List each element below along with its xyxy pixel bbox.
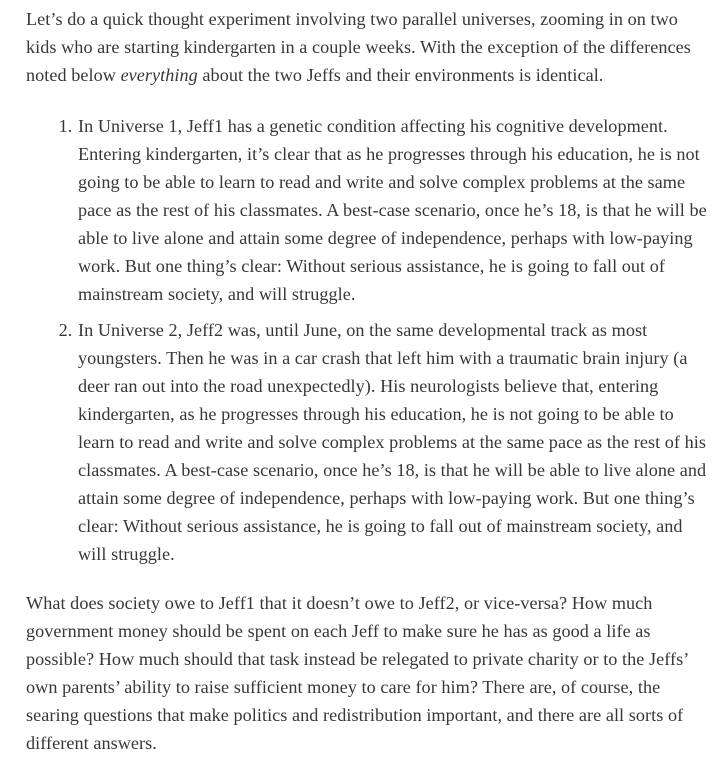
article-body bbox=[26, 5, 711, 757]
intro-text-start: Let’s do a quick thought experiment involving two parallel universes, zooming in on two kids who are starting kindergarten in a couple weeks. With the exception of the differences noted below bbox=[26, 9, 691, 85]
closing-paragraph: What does society owe to Jeff1 that it doesn’t owe to Jeff2, or vice-versa? How much government money should be spent on each Jeff to make sure he has as good a life as possible? How much should that task instead be relegated to private charity or to the Jeffs’ own parents’ ability to raise sufficient money to care for him? There are, of course, the searing questions that make politics and redistribution important, and there are all sorts of different answers. bbox=[26, 593, 689, 753]
intro-paragraph bbox=[26, 5, 711, 89]
list-item-universe-2: 2. In Universe 2, Jeff2 was, until June, on the same developmental track as most youngsters. Then he was in a car crash that left him with a traumatic brain injury (a deer ran out into the road unexpectedly). His neurologists believe that, entering kindergarten, as he progresses through his education, he is not going to be able to learn to read and write and solve complex problems at the same pace as the rest of his classmates. A best-case scenario, once he’s 18, is that he will be able to live alone and attain some degree of independence, perhaps with low-paying work. But one thing’s clear: Without serious assistance, he is going to fall out of mainstream society, and will struggle. bbox=[77, 316, 711, 568]
universe-list bbox=[26, 112, 711, 568]
intro-text-end: about the two Jeffs and their environments is identical. bbox=[197, 65, 604, 85]
list-item-universe-1: 1. In Universe 1, Jeff1 has a genetic condition affecting his cognitive development. Entering kindergarten, it’s clear that as he progresses through his education, he is not going to be able to learn to read and write and solve complex problems at the same pace as the rest of his classmates. A best-case scenario, once he’s 18, is that he will be able to live alone and attain some degree of independence, perhaps with low-paying work. But one thing’s clear: Without serious assistance, he is going to fall out of mainstream society, and will struggle. bbox=[77, 112, 711, 308]
intro-emphasis: everything bbox=[120, 65, 198, 85]
